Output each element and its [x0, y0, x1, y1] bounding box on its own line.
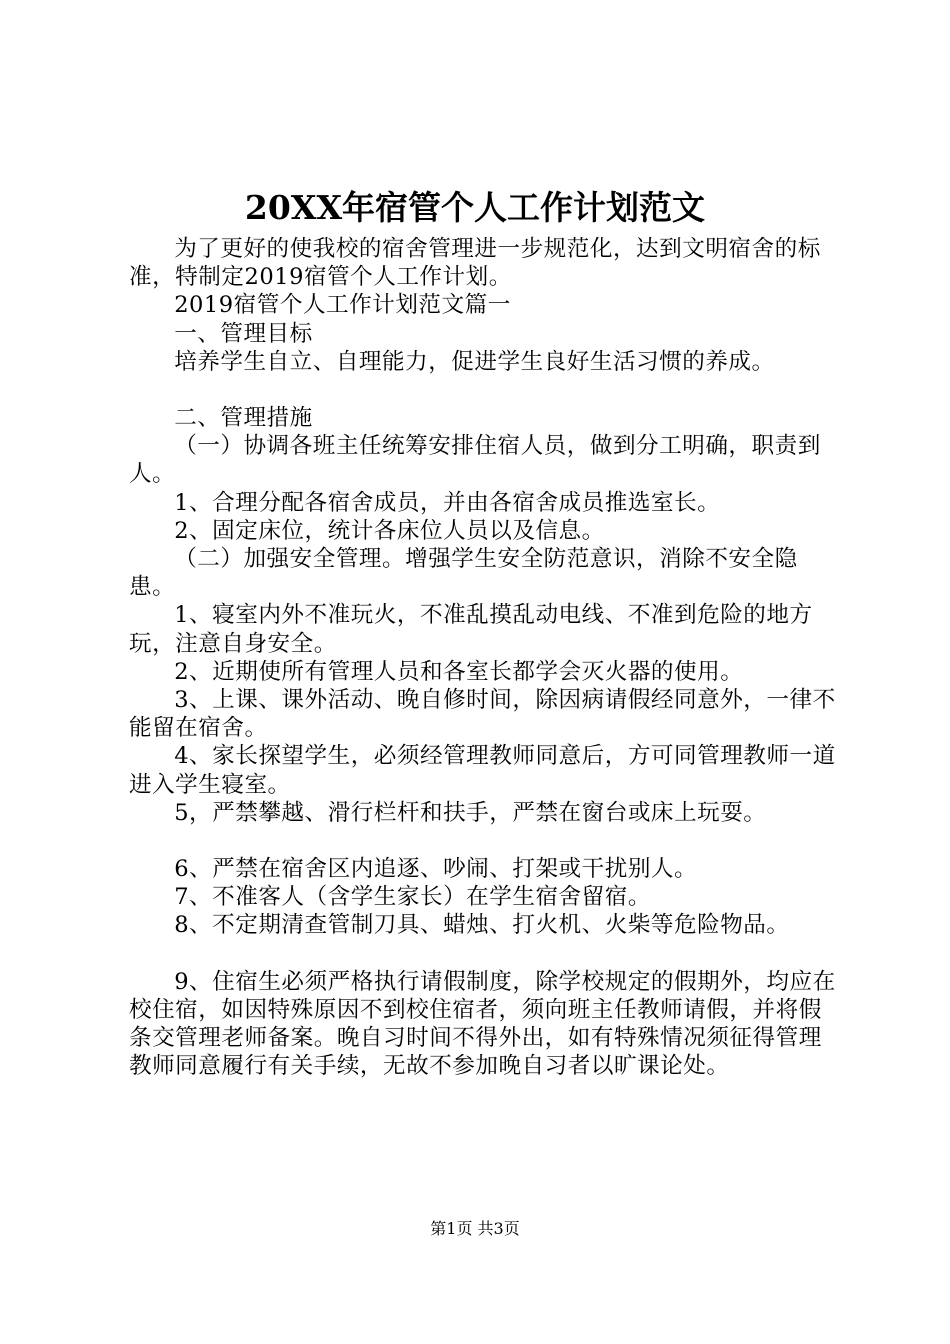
list-item: 6、严禁在宿舍区内追逐、吵闹、打架或干扰别人。 [174, 856, 698, 883]
list-item: 2、固定床位，统计各床位人员以及信息。 [174, 517, 605, 544]
list-item: 9、住宿生必须严格执行请假制度，除学校规定的假期外，均应在校住宿，如因特殊原因不到校住宿者，须向班主任教师请假，并将假条交管理老师备案。晚自习时间不得外出，如有特殊情况须征得管理教师同意履行有关手续，无故不参加晚自习者以旷课论处。 [129, 968, 836, 1080]
page-number: 第1页 共3页 [430, 1219, 520, 1238]
paragraph-measure-1: （一）协调各班主任统筹安排住宿人员，做到分工明确，职责到人。 [129, 433, 821, 488]
paragraph-goal: 培养学生自立、自理能力，促进学生良好生活习惯的养成。 [174, 348, 775, 375]
paragraph-measure-2: （二）加强安全管理。增强学生安全防范意识，消除不安全隐患。 [129, 546, 798, 601]
paragraph-intro: 为了更好的使我校的宿舍管理进一步规范化，达到文明宿舍的标准，特制定2019宿管个人工作计划。 [129, 236, 821, 291]
list-item: 3、上课、课外活动、晚自修时间，除因病请假经同意外，一律不能留在宿舍。 [129, 687, 836, 742]
paragraph-subtitle: 2019宿管个人工作计划范文篇一 [174, 292, 511, 319]
document-body [129, 235, 839, 1080]
document-title: 20XX年宿管个人工作计划范文 [244, 188, 706, 227]
list-item: 1、合理分配各宿舍成员，并由各宿舍成员推选室长。 [174, 489, 721, 516]
section-heading-measures: 二、管理措施 [174, 405, 313, 432]
list-item: 5，严禁攀越、滑行栏杆和扶手，严禁在窗台或床上玩耍。 [174, 799, 767, 826]
list-item: 8、不定期清查管制刀具、蜡烛、打火机、火柴等危险物品。 [174, 912, 790, 939]
list-item: 1、寝室内外不准玩火，不准乱摸乱动电线、不准到危险的地方玩，注意自身安全。 [129, 602, 813, 657]
list-item: 2、近期使所有管理人员和各室长都学会灭火器的使用。 [174, 658, 744, 685]
list-item: 7、不准客人（含学生家长）在学生宿舍留宿。 [174, 884, 651, 911]
section-heading-goal: 一、管理目标 [174, 320, 313, 347]
list-item: 4、家长探望学生，必须经管理教师同意后，方可同管理教师一道进入学生寝室。 [129, 743, 836, 798]
